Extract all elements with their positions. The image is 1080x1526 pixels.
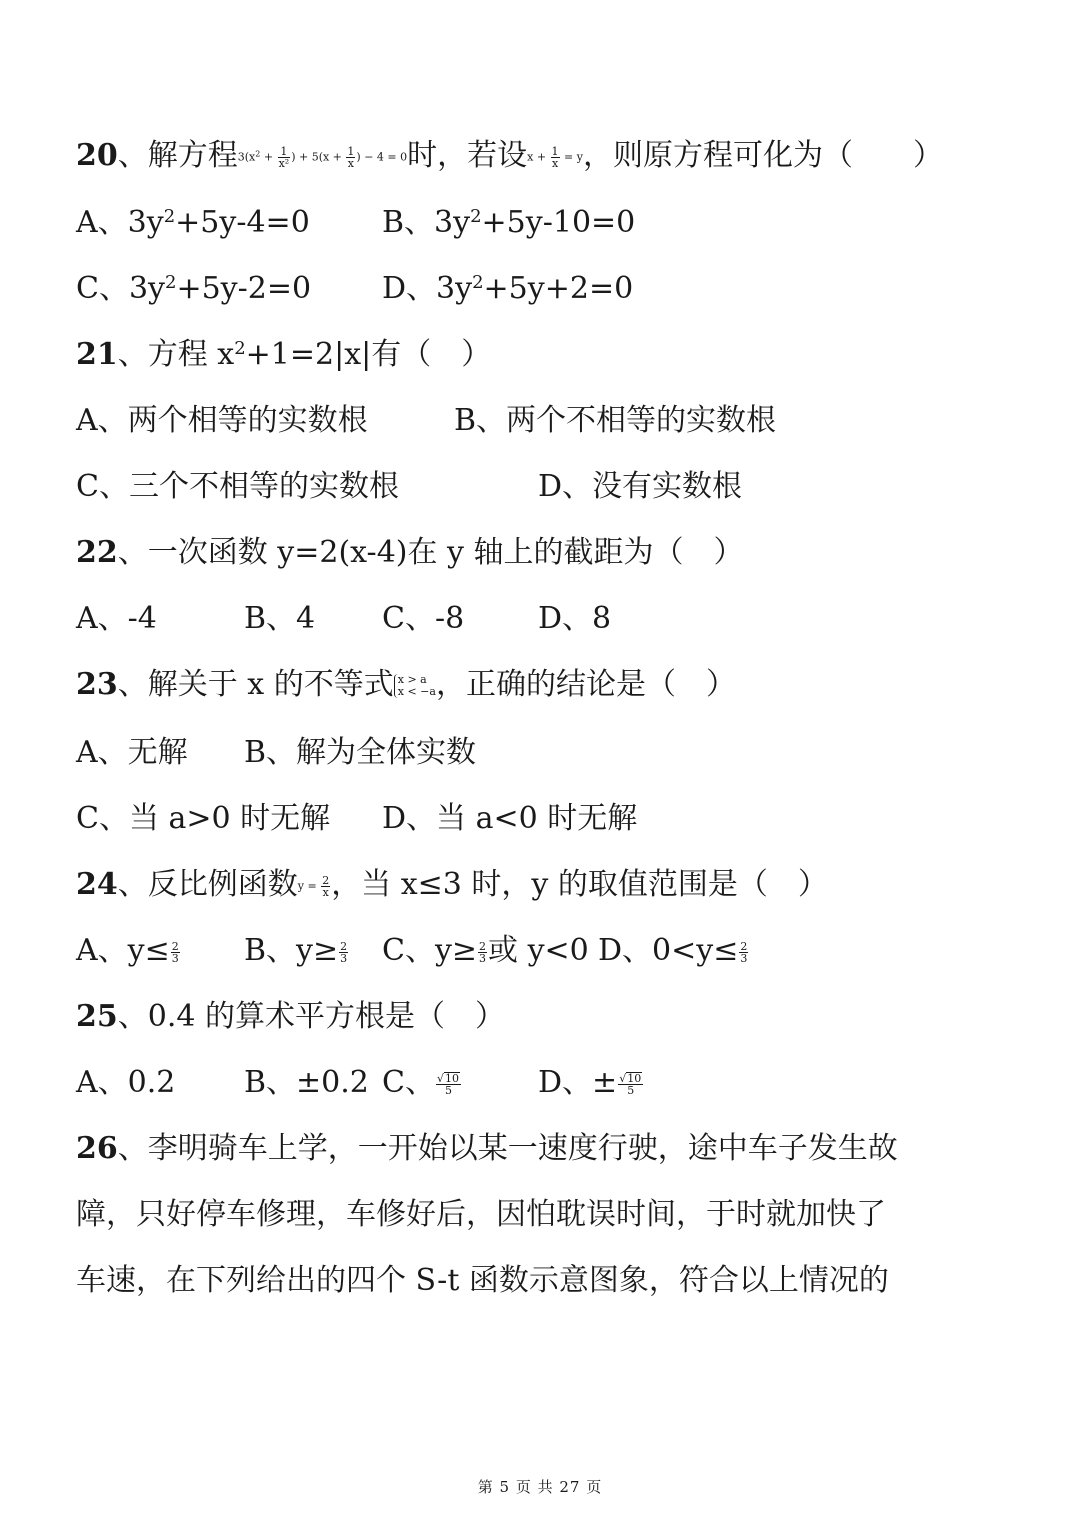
question-number: 20 xyxy=(76,138,118,173)
function-expression: y = $\frac{2}{x}$ xyxy=(297,873,330,899)
question-26-continued xyxy=(76,1261,889,1301)
question-text: 、解关于 x 的不等式 xyxy=(117,667,394,702)
question-text: ，当 x≤3 时，y 的取值范围是（ ） xyxy=(331,867,828,902)
page-footer: 第 5 页 共 27 页 xyxy=(477,1478,603,1496)
question-text: 、一次函数 y=2(x-4)在 y 轴上的截距为（ ） xyxy=(117,535,744,570)
option-d: D、没有实数根 xyxy=(538,469,743,504)
inequality-system: x > a x < −a xyxy=(394,674,436,698)
option-b: B、两个不相等的实数根 xyxy=(454,403,777,438)
question-text: ，则原方程可化为（ ） xyxy=(582,138,943,173)
question-number: 25 xyxy=(76,999,118,1034)
question-26 xyxy=(76,1129,898,1169)
substitution: x + $\frac{1}{x}$ = y xyxy=(527,144,583,170)
option-c: C、三个不相等的实数根 xyxy=(76,469,399,504)
question-20 xyxy=(76,136,943,176)
option-c: C、-8 xyxy=(382,601,465,636)
option-a: A、-4 xyxy=(76,601,157,636)
option-c: C、y≥ $\frac{2}{3}$ 或 y<0 xyxy=(382,933,589,968)
question-text: 时，若设 xyxy=(407,138,528,173)
option-a: A、两个相等的实数根 xyxy=(76,403,368,438)
question-text: 、方程 x xyxy=(117,337,235,372)
question-number: 23 xyxy=(76,667,118,702)
question-21: 21、方程 $x^2+1=2|x|$有（ ） xyxy=(76,337,492,372)
option-d: D、± $\frac{√10}{5}$ xyxy=(538,1065,642,1100)
option-b: B、y≥ $\frac{2}{3}$ xyxy=(244,933,348,968)
option-c: C、 $\frac{√10}{5}$ xyxy=(382,1065,459,1100)
question-25 xyxy=(76,997,505,1037)
question-22 xyxy=(76,533,744,573)
option-a: A、y≤ $\frac{2}{3}$ xyxy=(76,933,179,968)
question-number: 22 xyxy=(76,535,118,570)
option-b: B、±0.2 xyxy=(244,1065,369,1100)
option-d: D、8 xyxy=(538,601,612,636)
question-text: 、反比例函数 xyxy=(117,867,298,902)
option-d: D、当 a<0 时无解 xyxy=(382,801,638,836)
question-26-continued xyxy=(76,1195,886,1235)
separator: 、 xyxy=(117,138,148,173)
option-c: C、$3y^2+5y-2=0$ xyxy=(76,271,312,306)
option-d: D、0<y≤ $\frac{2}{3}$ xyxy=(598,933,748,968)
question-text: 、0.4 的算术平方根是（ ） xyxy=(117,999,505,1034)
question-text: 车速，在下列给出的四个 S-t 函数示意图象，符合以上情况的 xyxy=(76,1263,889,1298)
question-text: +1=2|x|有（ ） xyxy=(245,337,492,372)
option-c: C、当 a>0 时无解 xyxy=(76,801,331,836)
question-23 xyxy=(76,665,736,705)
option-a: A、0.2 xyxy=(76,1065,176,1100)
question-number: 21 xyxy=(76,337,118,372)
option-a: A、无解 xyxy=(76,735,188,770)
question-text: 、李明骑车上学，一开始以某一速度行驶，途中车子发生故 xyxy=(117,1131,898,1166)
question-text: 障，只好停车修理，车修好后，因怕耽误时间，于时就加快了 xyxy=(76,1197,886,1232)
question-number: 24 xyxy=(76,867,118,902)
question-text: ，正确的结论是（ ） xyxy=(435,667,736,702)
option-b: B、解为全体实数 xyxy=(244,735,477,770)
question-text: 解方程 xyxy=(147,138,238,173)
question-24 xyxy=(76,865,828,905)
option-b: B、$3y^2+5y-10=0$ xyxy=(382,205,636,240)
question-number: 26 xyxy=(76,1131,118,1166)
option-d: D、$3y^2+5y+2=0$ xyxy=(382,271,634,306)
equation: $3(x^2$ + $\frac{1}{\text{x²}}$ ) + 5(x + $\frac{1}{x}$ ) − 4 = 0 xyxy=(237,144,408,170)
option-b: B、4 xyxy=(244,601,316,636)
option-a: A、$3y^2+5y-4=0$ xyxy=(76,205,310,240)
